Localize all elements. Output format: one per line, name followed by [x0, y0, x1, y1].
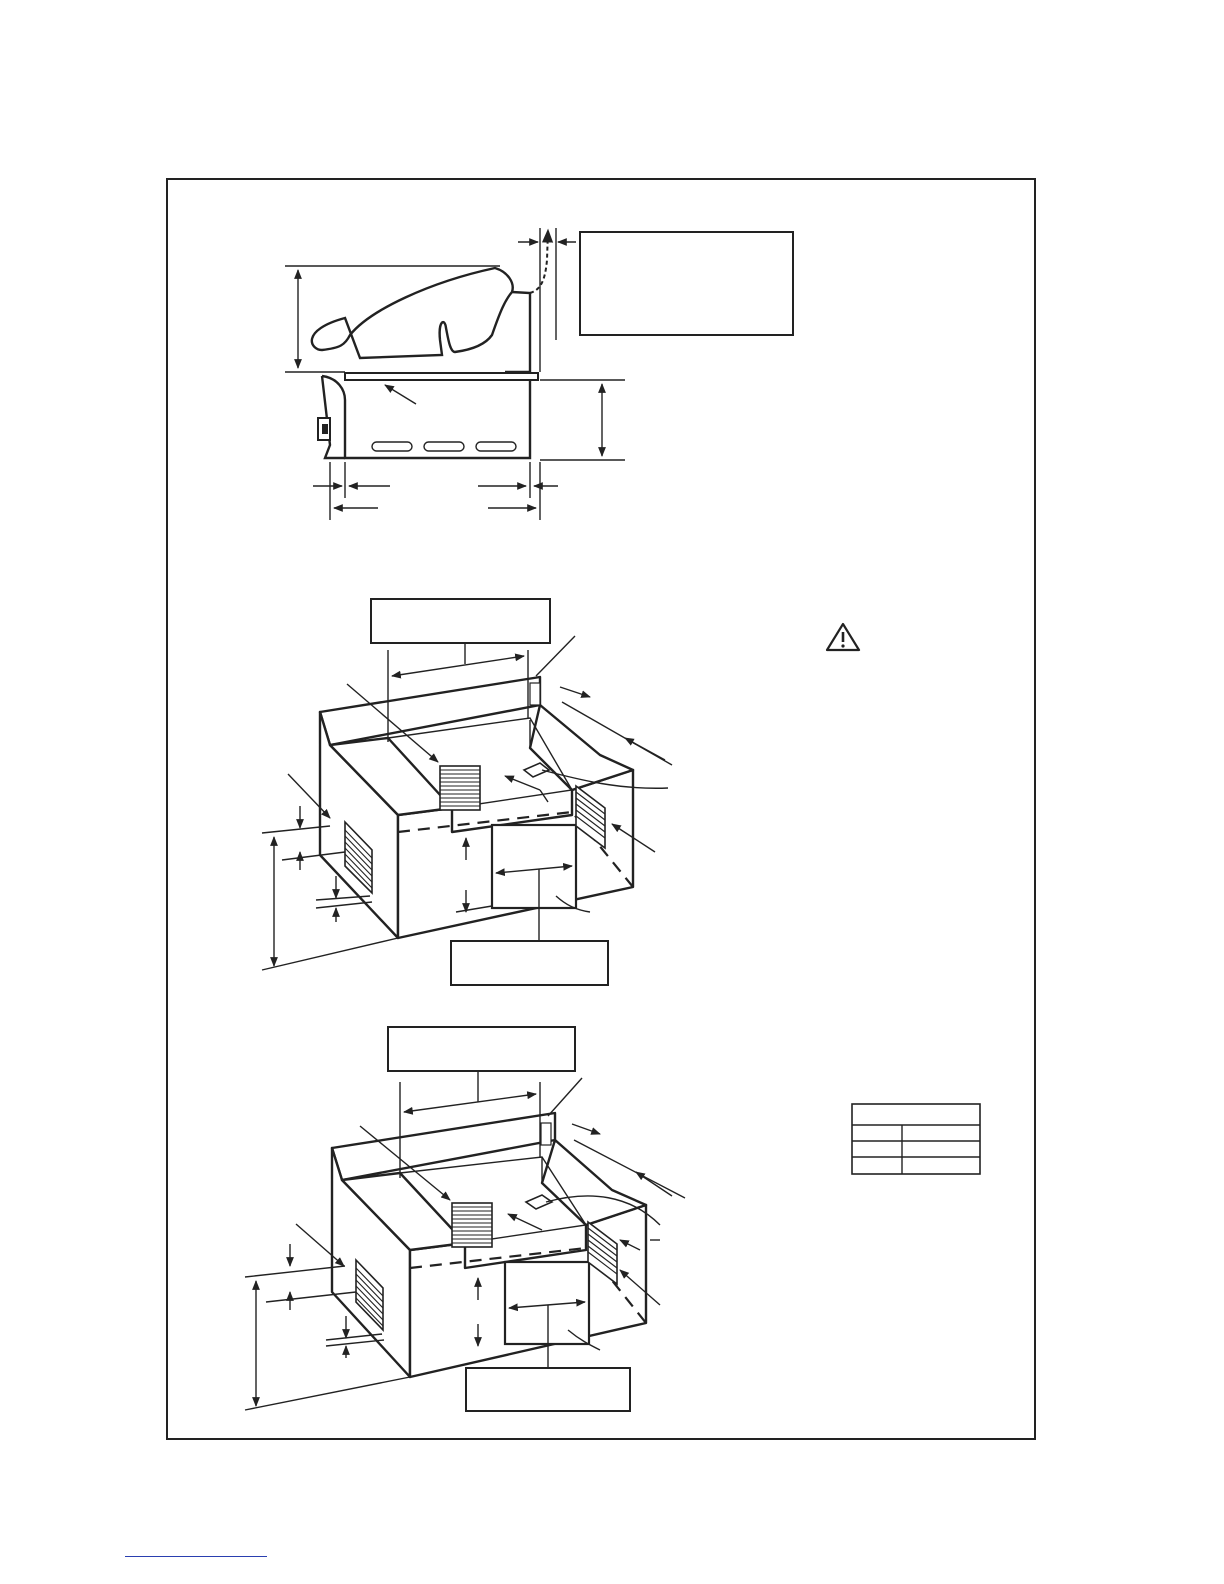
dimension-arrow: [560, 687, 590, 697]
dimension-arrow: [540, 790, 548, 802]
vent-grille: [440, 766, 480, 810]
leader-line: [548, 1078, 582, 1116]
extension-line: [316, 902, 372, 908]
electrical-outlet-icon: [530, 683, 540, 705]
dimension-line: [404, 1094, 536, 1112]
extension-line: [245, 1377, 410, 1410]
hood-back: [505, 292, 530, 372]
countertop: [345, 373, 538, 380]
warning-triangle-icon: [827, 624, 859, 650]
callout-box-clearance: [580, 232, 793, 335]
vent-slot: [476, 442, 516, 451]
grill-hood: [312, 268, 513, 358]
callout-box-door-1: [451, 941, 608, 985]
extension-line: [262, 938, 398, 970]
dimension-arrow: [505, 776, 540, 790]
vent-slot: [372, 442, 412, 451]
electrical-outlet-icon: [541, 1123, 551, 1145]
callout-box-cutout-width-1: [371, 599, 550, 643]
island-back-top: [320, 677, 540, 745]
airflow-arrow: [530, 230, 548, 293]
knob-detail: [322, 424, 328, 434]
dimension-arrow: [625, 738, 665, 760]
island-cutout-figure-1: [262, 599, 672, 985]
leader-line: [385, 385, 416, 404]
vent-grille: [452, 1203, 492, 1247]
callout-box-door-2: [466, 1368, 630, 1411]
dimension-arrow: [572, 1124, 600, 1134]
extension-line: [245, 1266, 345, 1277]
island-back-top: [332, 1113, 555, 1180]
callout-box-cutout-width-2: [388, 1027, 575, 1071]
dimension-arrow: [636, 1172, 672, 1196]
dimension-arrow: [508, 1214, 542, 1230]
gas-line-hole: [524, 763, 549, 777]
dimension-line: [392, 656, 524, 676]
dimension-table: [852, 1104, 980, 1174]
footer-link-underline[interactable]: [125, 1556, 267, 1557]
side-view-figure: [285, 228, 793, 520]
extension-line: [326, 1340, 384, 1346]
island-cutout-figure-2: [245, 1027, 685, 1411]
vent-slot: [424, 442, 464, 451]
grill-body: [322, 376, 530, 458]
